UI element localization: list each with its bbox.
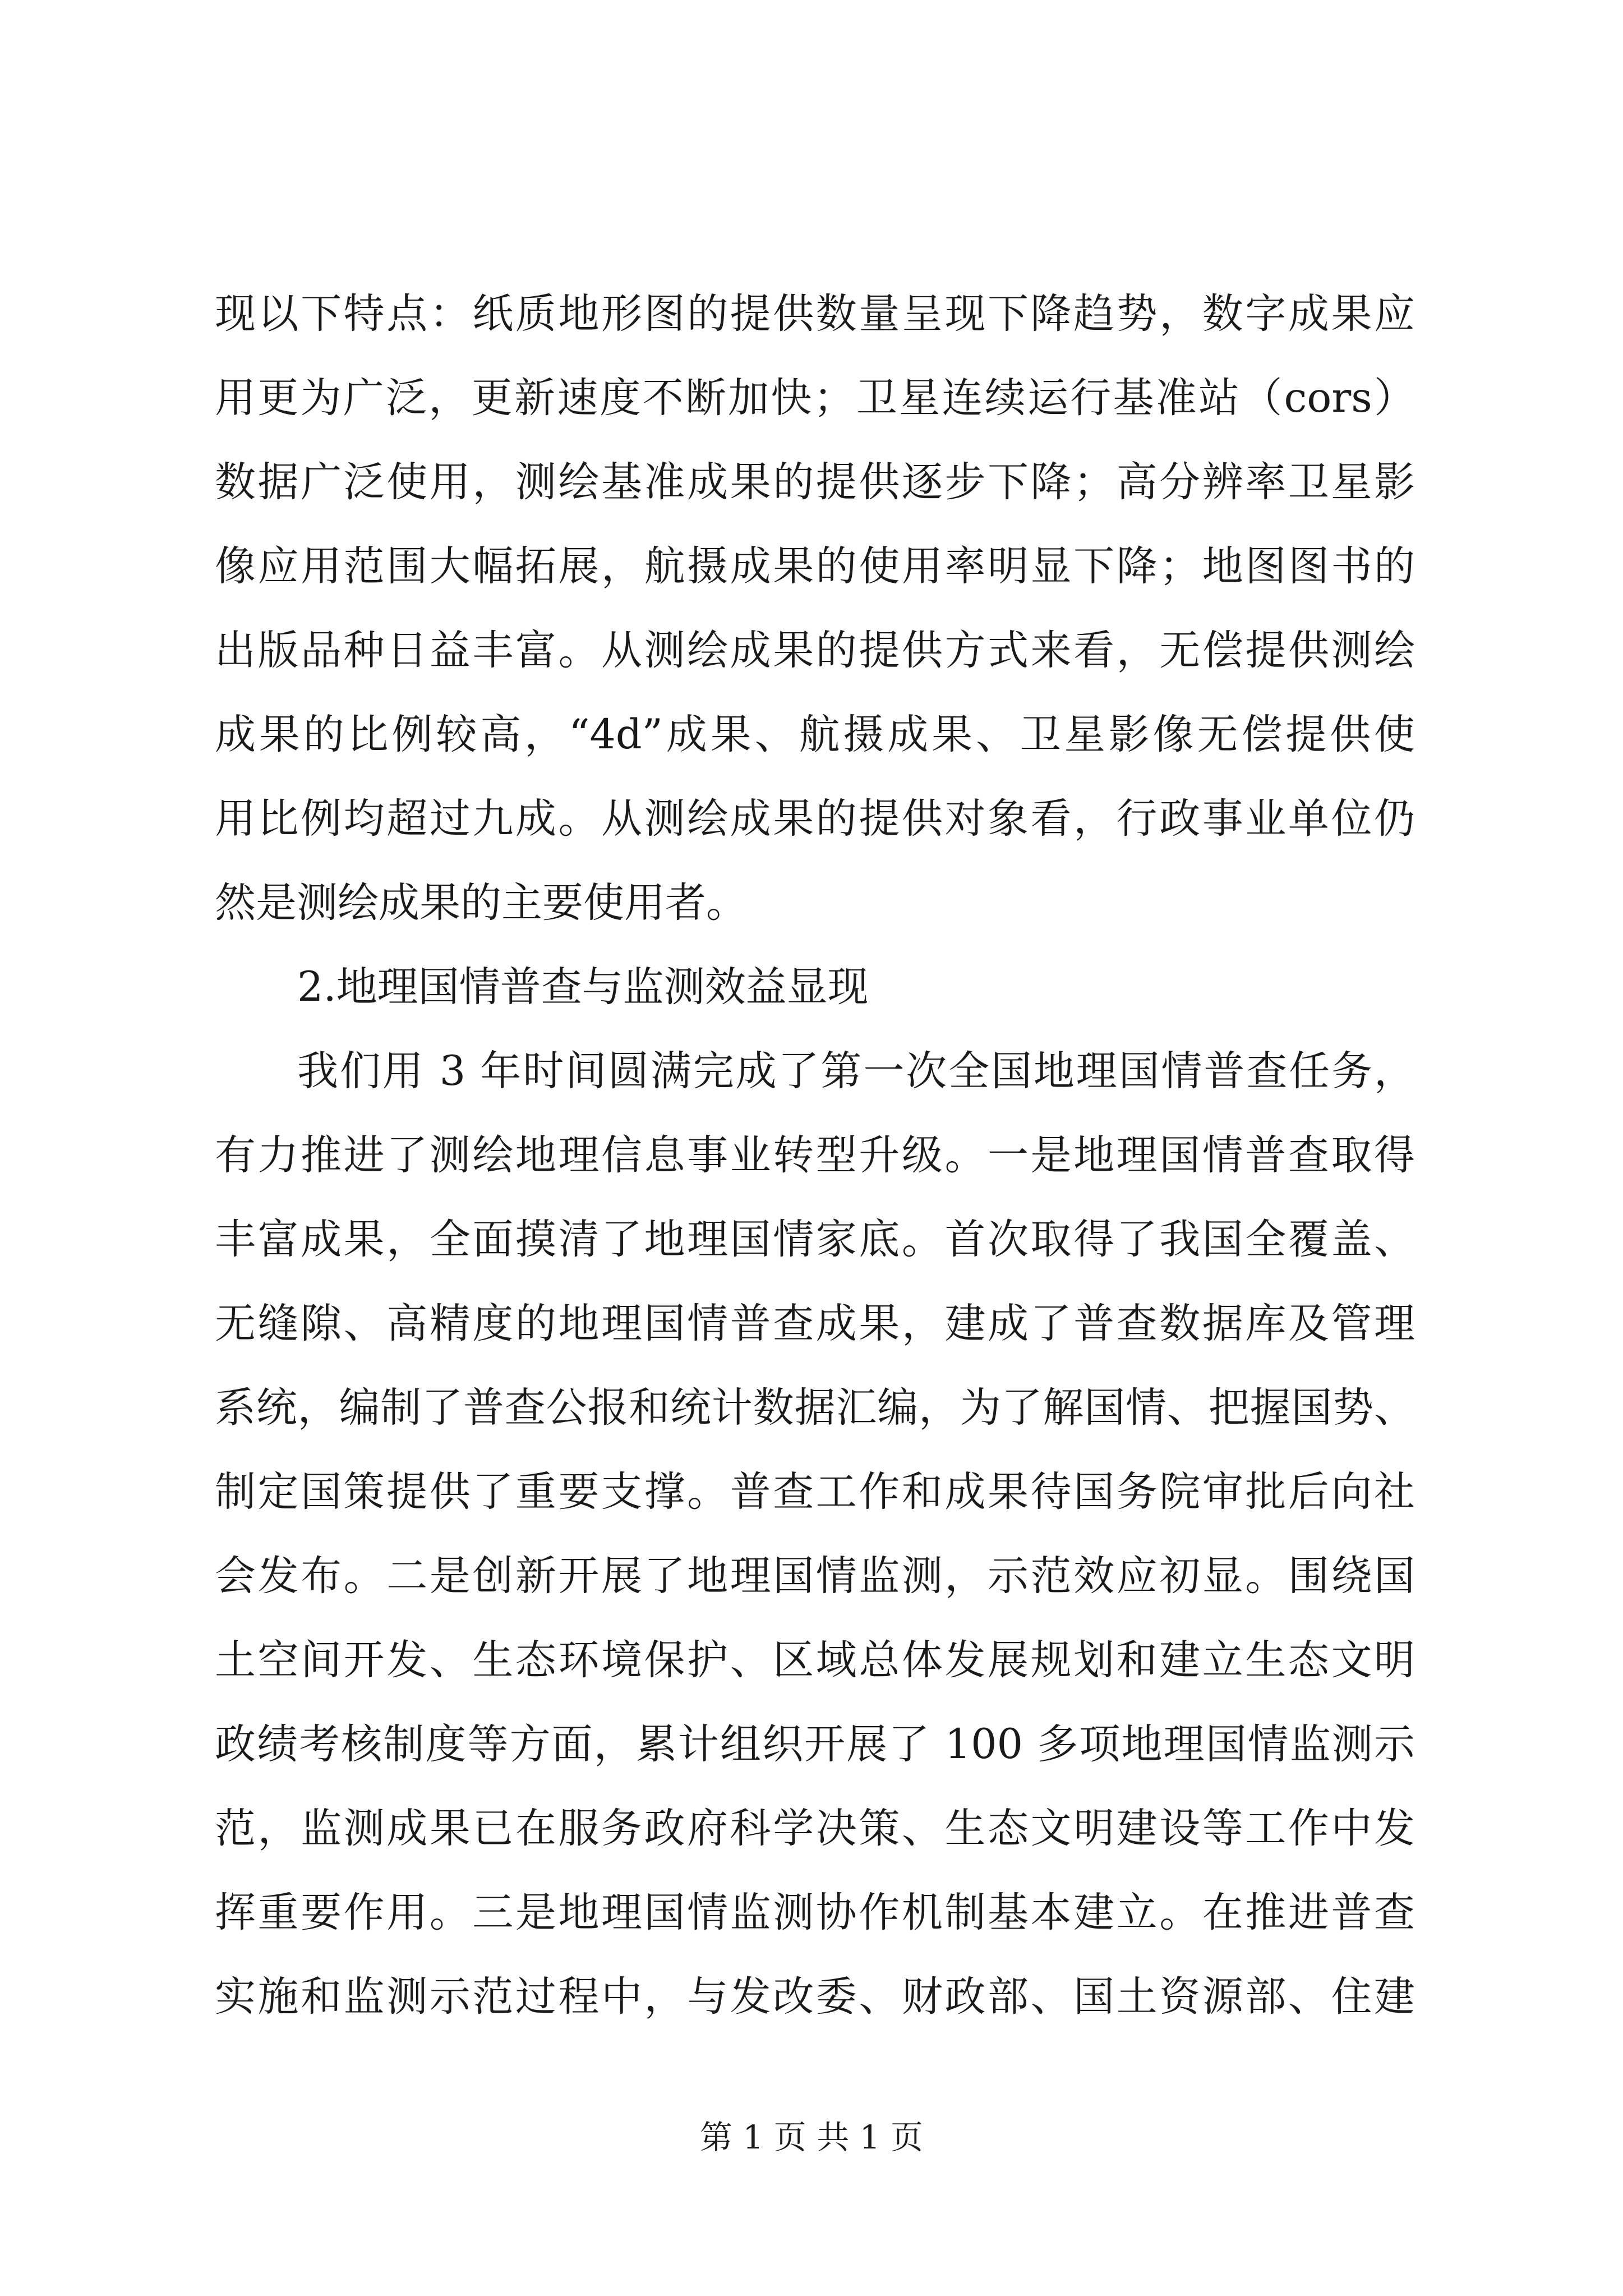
body-text-line: 用比例均超过九成。从测绘成果的提供对象看，行政事业单位仍 (215, 795, 1415, 843)
body-text-line: 制定国策提供了重要支撑。普查工作和成果待国务院审批后向社 (215, 1468, 1415, 1516)
body-text-line: 系统，编制了普查公报和统计数据汇编，为了解国情、把握国势、 (215, 1384, 1415, 1432)
body-text-line: 挥重要作用。三是地理国情监测协作机制基本建立。在推进普查 (215, 1889, 1415, 1936)
body-text-line: 我们用 3 年时间圆满完成了第一次全国地理国情普查任务， (297, 1047, 1415, 1095)
body-text-line: 用更为广泛，更新速度不断加快；卫星连续运行基准站（cors） (215, 374, 1415, 422)
body-text-line: 数据广泛使用，测绘基准成果的提供逐步下降；高分辨率卫星影 (215, 458, 1415, 506)
body-text-line: 实施和监测示范过程中，与发改委、财政部、国土资源部、住建 (215, 1973, 1415, 2021)
body-text-line: 政绩考核制度等方面，累计组织开展了 100 多项地理国情监测示 (215, 1720, 1415, 1768)
body-text-line: 出版品种日益丰富。从测绘成果的提供方式来看，无偿提供测绘 (215, 627, 1415, 674)
body-text-line: 成果的比例较高，“4d”成果、航摄成果、卫星影像无偿提供使 (215, 711, 1415, 758)
body-text-line: 无缝隙、高精度的地理国情普查成果，建成了普查数据库及管理 (215, 1300, 1415, 1347)
body-text-line: 像应用范围大幅拓展，航摄成果的使用率明显下降；地图图书的 (215, 542, 1415, 590)
body-text-line: 丰富成果，全面摸清了地理国情家底。首次取得了我国全覆盖、 (215, 1216, 1415, 1263)
section-heading: 2.地理国情普查与监测效益显现 (297, 963, 869, 1011)
body-text-line: 然是测绘成果的主要使用者。 (215, 879, 747, 927)
body-text-line: 会发布。二是创新开展了地理国情监测，示范效应初显。围绕国 (215, 1552, 1415, 1600)
page-footer (0, 2115, 1623, 2160)
page-number-label: 第 1 页 共 1 页 (700, 2118, 923, 2156)
body-text-line: 有力推进了测绘地理信息事业转型升级。一是地理国情普查取得 (215, 1131, 1415, 1179)
body-text-line: 范，监测成果已在服务政府科学决策、生态文明建设等工作中发 (215, 1805, 1415, 1852)
body-text-line: 现以下特点：纸质地形图的提供数量呈现下降趋势，数字成果应 (215, 290, 1415, 338)
body-text-line: 土空间开发、生态环境保护、区域总体发展规划和建立生态文明 (215, 1636, 1415, 1684)
